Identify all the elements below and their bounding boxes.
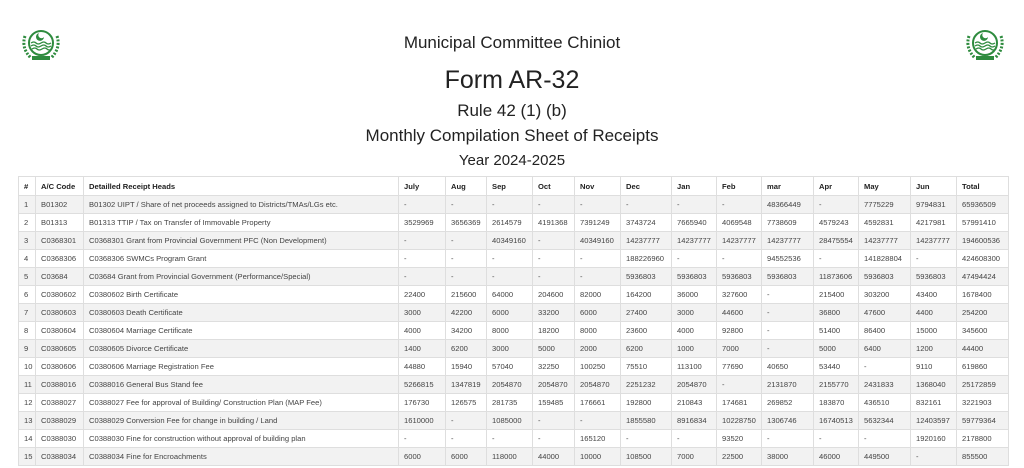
table-cell: 59779364 [957,412,1009,430]
table-cell: 165120 [575,430,621,448]
report-header [0,30,1024,173]
table-cell: 164200 [621,286,672,304]
table-cell: - [717,196,762,214]
table-cell: 33200 [533,304,575,322]
table-cell: 12403597 [911,412,957,430]
table-cell: 5936803 [762,268,814,286]
table-cell: 18200 [533,322,575,340]
table-cell: 210843 [672,394,717,412]
table-cell: B01313 [36,214,84,232]
table-cell: C0380603 [36,304,84,322]
table-row [19,214,1009,232]
table-cell: C0368301 [36,232,84,250]
table-cell: 6000 [446,448,487,466]
column-header: # [19,177,36,196]
table-cell: 204600 [533,286,575,304]
table-cell: 8000 [575,322,621,340]
table-cell: 57040 [487,358,533,376]
table-cell: 100250 [575,358,621,376]
table-row [19,232,1009,250]
table-cell: - [446,430,487,448]
table-cell: 47494424 [957,268,1009,286]
table-cell: 215400 [814,286,859,304]
table-cell: 5936803 [911,268,957,286]
table-cell: - [399,268,446,286]
table-cell: 53440 [814,358,859,376]
table-cell: 3000 [487,340,533,358]
table-cell: 3221903 [957,394,1009,412]
receipts-table [18,176,1009,466]
table-row [19,394,1009,412]
table-cell: - [533,232,575,250]
table-cell: 92800 [717,322,762,340]
table-cell: - [575,250,621,268]
column-header: Detailled Receipt Heads [84,177,399,196]
table-cell: B01313 TTIP / Tax on Transfer of Immovable Property [84,214,399,232]
table-cell: 254200 [957,304,1009,322]
table-cell: 44600 [717,304,762,322]
table-cell: 15000 [911,322,957,340]
table-cell: 7738609 [762,214,814,232]
table-cell: - [911,448,957,466]
table-cell: 11 [19,376,36,394]
table-cell: 14237777 [762,232,814,250]
table-cell: C0380606 [36,358,84,376]
table-cell: 14237777 [672,232,717,250]
table-cell: 47600 [859,304,911,322]
table-cell: 44400 [957,340,1009,358]
table-cell: 2000 [575,340,621,358]
table-cell: - [487,430,533,448]
table-cell: 40349160 [487,232,533,250]
table-cell: - [533,268,575,286]
table-cell: 5000 [814,340,859,358]
table-cell: 126575 [446,394,487,412]
column-header: Nov [575,177,621,196]
fiscal-year: Year 2024-2025 [458,152,566,169]
table-cell: 7391249 [575,214,621,232]
table-cell: - [533,412,575,430]
table-cell: 10228750 [717,412,762,430]
table-cell: 2155770 [814,376,859,394]
table-cell: - [814,250,859,268]
table-cell: - [672,250,717,268]
table-cell: - [533,250,575,268]
table-cell: C0368306 SWMCs Program Grant [84,250,399,268]
table-cell: 188226960 [621,250,672,268]
table-cell: 1678400 [957,286,1009,304]
column-header: mar [762,177,814,196]
column-header: Apr [814,177,859,196]
table-cell: 14237777 [859,232,911,250]
table-cell: 281735 [487,394,533,412]
table-cell: 28475554 [814,232,859,250]
table-cell: 3656369 [446,214,487,232]
table-cell: 832161 [911,394,957,412]
table-cell: C0368301 Grant from Provincial Government PFC (Non Development) [84,232,399,250]
table-cell: 1347819 [446,376,487,394]
table-cell: 7000 [717,340,762,358]
table-row [19,268,1009,286]
table-cell: 5 [19,268,36,286]
table-cell: C0388027 [36,394,84,412]
column-header: Jun [911,177,957,196]
table-cell: 303200 [859,286,911,304]
column-header: July [399,177,446,196]
table-cell: 77690 [717,358,762,376]
table-cell: 9794831 [911,196,957,214]
table-cell: 22400 [399,286,446,304]
rule-title: Rule 42 (1) (b) [457,101,567,120]
table-cell: C0388029 Conversion Fee for change in building / Land [84,412,399,430]
table-cell: 5936803 [717,268,762,286]
table-cell: 44880 [399,358,446,376]
table-cell: 113100 [672,358,717,376]
table-cell: 13 [19,412,36,430]
table-cell: 6000 [399,448,446,466]
table-cell: 5936803 [859,268,911,286]
column-header: Aug [446,177,487,196]
table-cell: C0388034 Fine for Encroachments [84,448,399,466]
table-cell: 4000 [672,322,717,340]
table-cell: 2614579 [487,214,533,232]
table-cell: 159485 [533,394,575,412]
table-cell: 16740513 [814,412,859,430]
table-row [19,448,1009,466]
table-cell: 5632344 [859,412,911,430]
table-cell: C0368306 [36,250,84,268]
table-cell: 57991410 [957,214,1009,232]
table-cell: 4217981 [911,214,957,232]
table-cell: 424608300 [957,250,1009,268]
table-cell: 43400 [911,286,957,304]
table-cell: 2131870 [762,376,814,394]
table-cell: 32250 [533,358,575,376]
table-row [19,376,1009,394]
table-cell: 9110 [911,358,957,376]
table-row [19,412,1009,430]
table-cell: 1920160 [911,430,957,448]
table-cell: - [399,196,446,214]
table-cell: 7 [19,304,36,322]
table-cell: C0380605 Divorce Certificate [84,340,399,358]
table-cell: 194600536 [957,232,1009,250]
table-cell: 183870 [814,394,859,412]
table-cell: C0380604 Marriage Certificate [84,322,399,340]
table-cell: - [533,196,575,214]
table-cell: 8916834 [672,412,717,430]
table-cell: 5000 [533,340,575,358]
table-row [19,340,1009,358]
table-cell: - [487,196,533,214]
table-cell: - [446,412,487,430]
table-cell: 4592831 [859,214,911,232]
table-cell: 9 [19,340,36,358]
table-row [19,304,1009,322]
table-cell: 6400 [859,340,911,358]
table-cell: 7000 [672,448,717,466]
table-cell: 5936803 [621,268,672,286]
table-cell: 10 [19,358,36,376]
table-cell: 6000 [487,304,533,322]
table-row [19,286,1009,304]
table-cell: 174681 [717,394,762,412]
form-title: Form AR-32 [444,66,580,94]
table-cell: - [762,322,814,340]
table-cell: 15940 [446,358,487,376]
table-cell: 3743724 [621,214,672,232]
table-cell: 34200 [446,322,487,340]
table-cell: 8000 [487,322,533,340]
table-cell: C0388016 [36,376,84,394]
table-cell: - [446,268,487,286]
table-cell: - [533,430,575,448]
table-cell: C0388030 Fine for construction without approval of building plan [84,430,399,448]
table-cell: 1000 [672,340,717,358]
table-cell: C0380606 Marriage Registration Fee [84,358,399,376]
table-cell: 345600 [957,322,1009,340]
table-cell: 12 [19,394,36,412]
table-cell: - [399,250,446,268]
table-cell: - [575,268,621,286]
table-row [19,430,1009,448]
table-cell: 4191368 [533,214,575,232]
table-cell: 1368040 [911,376,957,394]
table-cell: C0388030 [36,430,84,448]
sheet-subtitle: Monthly Compilation Sheet of Receipts [365,126,659,145]
column-header: May [859,177,911,196]
table-cell: 5936803 [672,268,717,286]
table-cell: 1855580 [621,412,672,430]
table-cell: - [762,304,814,322]
table-cell: - [762,286,814,304]
table-cell: - [575,196,621,214]
table-cell: 1400 [399,340,446,358]
table-cell: - [621,196,672,214]
column-header: Feb [717,177,762,196]
table-cell: 4 [19,250,36,268]
table-cell: 5266815 [399,376,446,394]
table-cell: C0388016 General Bus Stand fee [84,376,399,394]
table-cell: 64000 [487,286,533,304]
table-cell: C0380604 [36,322,84,340]
table-cell: 4000 [399,322,446,340]
table-cell: 2 [19,214,36,232]
table-cell: 215600 [446,286,487,304]
table-cell: 3000 [672,304,717,322]
table-cell: 8 [19,322,36,340]
table-cell: 1200 [911,340,957,358]
table-cell: 449500 [859,448,911,466]
table-cell: 2054870 [672,376,717,394]
table-cell: 7665940 [672,214,717,232]
table-cell: 14 [19,430,36,448]
table-cell: C0388034 [36,448,84,466]
table-cell: 40349160 [575,232,621,250]
table-cell: 619860 [957,358,1009,376]
table-cell: 10000 [575,448,621,466]
table-cell: - [672,430,717,448]
table-cell: 4579243 [814,214,859,232]
table-cell: - [621,430,672,448]
table-cell: 4400 [911,304,957,322]
table-cell: 15 [19,448,36,466]
table-cell: - [814,430,859,448]
table-cell: 36800 [814,304,859,322]
table-cell: 2178800 [957,430,1009,448]
table-cell: C0380602 Birth Certificate [84,286,399,304]
table-cell: - [399,232,446,250]
table-cell: 108500 [621,448,672,466]
table-cell: 14237777 [911,232,957,250]
table-cell: C03684 [36,268,84,286]
table-row [19,358,1009,376]
table-cell: 25172859 [957,376,1009,394]
table-cell: C0380605 [36,340,84,358]
table-row [19,250,1009,268]
column-header: Jan [672,177,717,196]
table-header-row [19,177,1009,196]
table-cell: 4069548 [717,214,762,232]
table-row [19,322,1009,340]
table-cell: 40650 [762,358,814,376]
table-cell: 176661 [575,394,621,412]
table-cell: 22500 [717,448,762,466]
table-cell: - [859,358,911,376]
column-header: A/C Code [36,177,84,196]
column-header: Dec [621,177,672,196]
table-cell: 27400 [621,304,672,322]
table-cell: C0388027 Fee for approval of Building/ Construction Plan (MAP Fee) [84,394,399,412]
table-cell: 42200 [446,304,487,322]
table-cell: 46000 [814,448,859,466]
table-cell: 44000 [533,448,575,466]
table-cell: 2054870 [575,376,621,394]
table-cell: 51400 [814,322,859,340]
column-header: Total [957,177,1009,196]
table-cell: - [717,376,762,394]
table-cell: - [446,250,487,268]
table-cell: 3529969 [399,214,446,232]
table-cell: - [575,412,621,430]
table-cell: 3 [19,232,36,250]
table-cell: 36000 [672,286,717,304]
table-cell: 1 [19,196,36,214]
table-cell: 94552536 [762,250,814,268]
table-cell: - [814,196,859,214]
table-cell: - [672,196,717,214]
table-cell: 118000 [487,448,533,466]
table-cell: - [762,430,814,448]
table-cell: 855500 [957,448,1009,466]
table-cell: 7775229 [859,196,911,214]
table-cell: 436510 [859,394,911,412]
table-cell: 3000 [399,304,446,322]
table-cell: - [911,250,957,268]
table-cell: 176730 [399,394,446,412]
table-cell: - [717,250,762,268]
table-cell: C03684 Grant from Provincial Government (Performance/Special) [84,268,399,286]
table-cell: 93520 [717,430,762,448]
table-cell: 38000 [762,448,814,466]
table-row [19,196,1009,214]
column-header: Oct [533,177,575,196]
table-cell: 2054870 [533,376,575,394]
table-cell: 82000 [575,286,621,304]
table-cell: - [446,232,487,250]
table-cell: 141828804 [859,250,911,268]
table-cell: 6200 [446,340,487,358]
table-cell: 2431833 [859,376,911,394]
table-cell: 6000 [575,304,621,322]
table-cell: B01302 UIPT / Share of net proceeds assigned to Districts/TMAs/LGs etc. [84,196,399,214]
table-cell: 14237777 [621,232,672,250]
table-cell: 2054870 [487,376,533,394]
table-cell: 327600 [717,286,762,304]
committee-title: Municipal Committee Chiniot [403,33,621,52]
table-cell: 2251232 [621,376,672,394]
table-cell: 48366449 [762,196,814,214]
table-cell: 86400 [859,322,911,340]
table-cell: 75510 [621,358,672,376]
table-cell: 6 [19,286,36,304]
table-cell: 23600 [621,322,672,340]
table-cell: C0380602 [36,286,84,304]
table-cell: - [487,268,533,286]
table-cell: 1610000 [399,412,446,430]
table-cell: - [487,250,533,268]
table-body [19,196,1009,466]
table-cell: 14237777 [717,232,762,250]
table-cell: 6200 [621,340,672,358]
table-cell: 269852 [762,394,814,412]
table-cell: 11873606 [814,268,859,286]
table-cell: - [399,430,446,448]
table-cell: 1085000 [487,412,533,430]
table-cell: C0380603 Death Certificate [84,304,399,322]
column-header: Sep [487,177,533,196]
table-cell: 192800 [621,394,672,412]
table-cell: 65936509 [957,196,1009,214]
table-cell: 1306746 [762,412,814,430]
table-cell: - [446,196,487,214]
table-cell: - [762,340,814,358]
table-cell: - [859,430,911,448]
table-cell: B01302 [36,196,84,214]
table-cell: C0388029 [36,412,84,430]
